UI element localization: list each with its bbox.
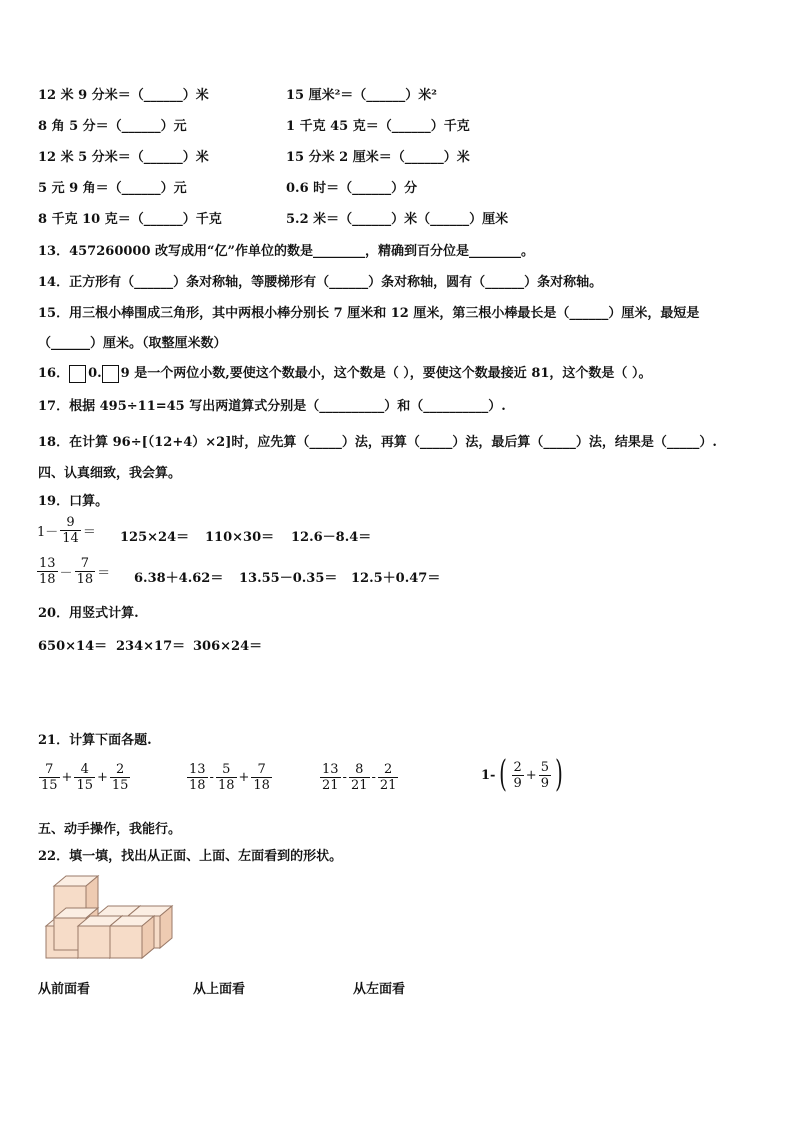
minus: - [371,770,376,785]
fraction [251,762,272,793]
numerator: 5 [222,762,231,777]
denominator: 18 [253,778,270,793]
numerator: 9 [66,515,75,530]
numerator: 2 [116,762,125,777]
q19-row2-item-1: 6.38＋4.62＝ [134,571,224,586]
fraction [37,556,58,587]
denominator: 15 [76,778,93,793]
q19-lead: 1－ [37,525,59,540]
q19-row2-item-2: 13.55－0.35＝ [239,571,338,586]
q19-row2-fraction-expr [36,556,111,587]
q20-item-3: 306×24＝ [193,639,263,654]
question-13: 13．457260000 改写成用“亿”作单位的数是________，精确到百分位是________。 [38,244,534,259]
question-19-title: 19．口算。 [38,494,109,509]
fraction [320,762,341,793]
numerator: 8 [355,762,364,777]
question-15-line-2: （______）厘米。（取整厘米数） [38,336,227,351]
question-15-line-1: 15．用三根小棒围成三角形，其中两根小棒分别长 7 厘米和 12 厘米，第三根小棒最长是（______）厘米，最短是 [38,306,700,321]
fraction [378,762,399,793]
cube [110,916,154,958]
fraction [349,762,370,793]
denominator: 9 [540,775,549,791]
question-18: 18．在计算 96÷[（12+4）×2]时，应先算（_____）法，再算（_____）法，最后算（_____）法，结果是（_____）. [38,435,717,450]
blank-box [69,365,86,383]
conv-right-1: 15 厘米²＝（______）米² [286,88,438,103]
right-paren: ) [555,754,563,795]
question-14: 14．正方形有（______）条对称轴，等腰梯形有（______）条对称轴，圆有（______）条对称轴。 [38,275,603,290]
view-label-left: 从左面看 [353,982,406,997]
numerator: 13 [189,762,206,777]
q20-item-2: 234×17＝ [116,639,186,654]
q16-mid: 0. [88,366,102,381]
q19-row1-item-3: 12.6－8.4＝ [291,530,372,545]
minus: - [209,770,214,785]
conv-left-3: 12 米 5 分米＝（______）米 [38,150,209,165]
cube-stack-figure [38,864,178,964]
q21-expression-2 [186,762,273,793]
minus: - [342,770,347,785]
q21-expression-4 [480,754,566,795]
conv-right-3: 15 分米 2 厘米＝（______）米 [286,150,470,165]
denominator: 21 [350,778,368,793]
conv-right-2: 1 千克 45 克＝（______）千克 [286,119,470,134]
numerator: 2 [513,759,522,775]
fraction [187,762,208,793]
lead: 1- [481,767,496,783]
fraction [60,515,81,546]
numerator: 5 [540,759,549,775]
numerator: 4 [80,762,89,777]
conv-right-5: 5.2 米＝（______）米（______）厘米 [286,212,509,227]
question-21-title: 21．计算下面各题. [38,733,152,748]
plus: + [97,770,108,785]
numerator: 7 [45,762,54,777]
denominator: 18 [189,778,206,793]
q19-row2-item-3: 12.5＋0.47＝ [351,571,441,586]
q19-row1-fraction-expr [36,515,97,546]
conv-left-2: 8 角 5 分＝（______）元 [38,119,187,134]
view-label-top: 从上面看 [193,982,246,997]
equals: ＝ [82,525,96,540]
question-16 [38,362,651,383]
denominator: 15 [41,778,58,793]
section-5-heading: 五、动手操作，我能行。 [38,822,182,837]
denominator: 21 [322,778,339,793]
question-22-title: 22．填一填，找出从正面、上面、左面看到的形状。 [38,849,343,864]
fraction [539,760,551,791]
denominator: 18 [39,572,56,587]
plus: + [525,767,537,783]
view-label-front: 从前面看 [38,982,91,997]
section-4-heading: 四、认真细致，我会算。 [38,466,182,481]
plus: + [238,770,250,785]
fraction [74,762,95,793]
numerator: 13 [39,556,56,571]
denominator: 18 [76,572,94,587]
conv-right-4: 0.6 时＝（______）分 [286,181,418,196]
fraction [512,760,524,791]
q21-expression-1 [38,762,131,793]
denominator: 15 [111,778,129,793]
plus: + [61,770,73,785]
denominator: 18 [217,778,235,793]
conv-left-4: 5 元 9 角＝（______）元 [38,181,187,196]
denominator: 14 [62,531,79,546]
numerator: 7 [257,762,266,777]
conv-left-5: 8 千克 10 克＝（______）千克 [38,212,222,227]
question-17: 17．根据 495÷11=45 写出两道算式分别是（__________）和（__________）. [38,399,506,414]
denominator: 21 [379,778,397,793]
denominator: 9 [513,775,522,791]
conv-left-1: 12 米 9 分米＝（______）米 [38,88,209,103]
numerator: 7 [80,556,89,571]
q20-item-1: 650×14＝ [38,639,108,654]
q19-row1-item-1: 125×24＝ [120,530,190,545]
equals: ＝ [97,566,111,581]
q19-row1-item-2: 110×30＝ [205,530,275,545]
question-20-title: 20．用竖式计算. [38,606,139,621]
numerator: 13 [322,762,339,777]
fraction [39,762,60,793]
q16-rest: 9 是一个两位小数,要使这个数最小，这个数是（ ），要使这个数最接近 81，这个数是（ ）。 [120,366,652,381]
numerator: 2 [384,762,393,777]
fraction [216,762,237,793]
fraction [110,762,131,793]
minus: － [59,566,73,581]
q21-expression-3 [319,762,399,793]
left-paren: ( [499,754,508,795]
fraction [75,556,96,587]
blank-box [102,365,119,383]
q16-number: 16． [38,366,70,381]
